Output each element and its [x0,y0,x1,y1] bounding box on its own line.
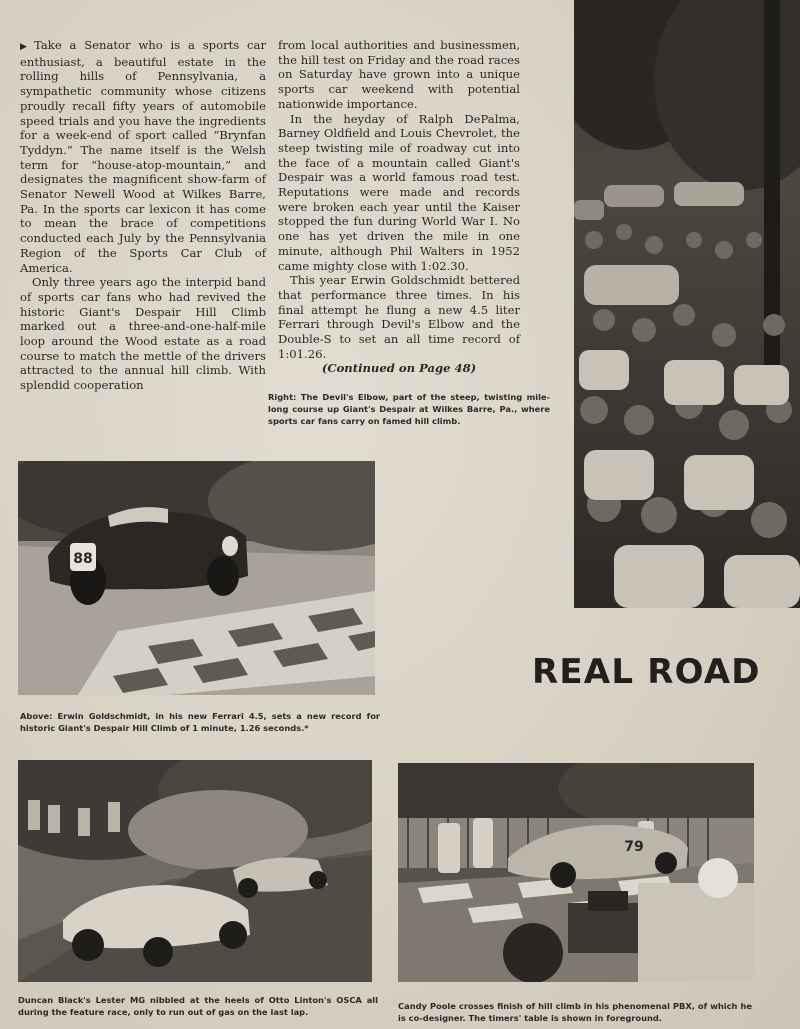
car-number-88: 88 [73,551,93,567]
pbx-photo [398,763,754,982]
article-column-left [20,38,266,393]
car-number-79: 79 [624,839,644,855]
article-paragraph: In the heyday of Ralph DePalma, Barney Oldfield and Louis Chevrolet, the steep twisting mile of roadway cut into the face of a mountain called Giant's Despair was a world famous road test. Reputations were made and records were broken each year until the Kaiser stopped the fun during World War I. No one has yet driven the mile in one minute, although Phil Walters in 1952 came mighty close with 1:02.30. [278,111,520,273]
mg-osca-photo [18,760,372,982]
crowd-photo [574,0,800,608]
caption-ferrari: Above: Erwin Goldschmidt, in his new Ferrari 4.5, sets a new record for historic Giant's Despair Hill Climb of 1 minute, 1.26 seconds.* [20,711,380,733]
caption-pbx: Candy Poole crosses finish of hill climb in his phenomenal PBX, of which he is co-designer. The timers' table is shown in foreground. [398,1001,752,1023]
ferrari-photo [18,461,375,695]
article-paragraph: This year Erwin Goldschmidt bettered that performance three times. In his final attempt he flung a new 4.5 liter Ferrari through Devil's Elbow and the Double-S to set an all time record of 1:01.26. [278,273,520,361]
continued-notice: (Continued on Page 48) [321,361,477,376]
paragraph-arrow-icon: ▶ [20,42,32,52]
article-column-right [278,38,520,376]
article-paragraph: ▶ Take a Senator who is a sports car enthusiast, a beautiful estate in the rolling hills of Pennsylvania, a sympathetic community whose citizens proudly recall fifty years of automobile speed trials and you have the ingredients for a week-end of sport called “Brynfan Tyddyn.” The name itself is the Welsh term for “house-atop-mountain,” and designates the magnificent show-farm of Senator Newell Wood at Wilkes Barre, Pa. In the sports car lexicon it has come to mean the brace of competitions conducted each July by the Pennsylvania Region of the Sports Car Club of America. [20,38,266,275]
caption-mg-osca: Duncan Black's Lester MG nibbled at the heels of Otto Linton's OSCA all during the feature race, only to run out of gas on the last lap. [18,995,378,1017]
caption-devils-elbow: Right: The Devil's Elbow, part of the steep, twisting mile-long course up Giant's Despair at Wilkes Barre, Pa., where sports car fans carry on famed hill climb. [268,392,550,426]
article-paragraph: Only three years ago the interpid band of sports car fans who had revived the historic Giant's Despair Hill Climb marked out a three-and-one-half-mile loop around the Wood estate as a road course to match the mettle of the drivers attracted to the annual hill climb. With splendid cooperation [20,275,266,393]
article-paragraph: from local authorities and businessmen, the hill test on Friday and the road races on Saturday have grown into a unique sports car weekend with potential nationwide importance. [278,38,520,111]
headline: REAL ROAD [532,652,761,692]
